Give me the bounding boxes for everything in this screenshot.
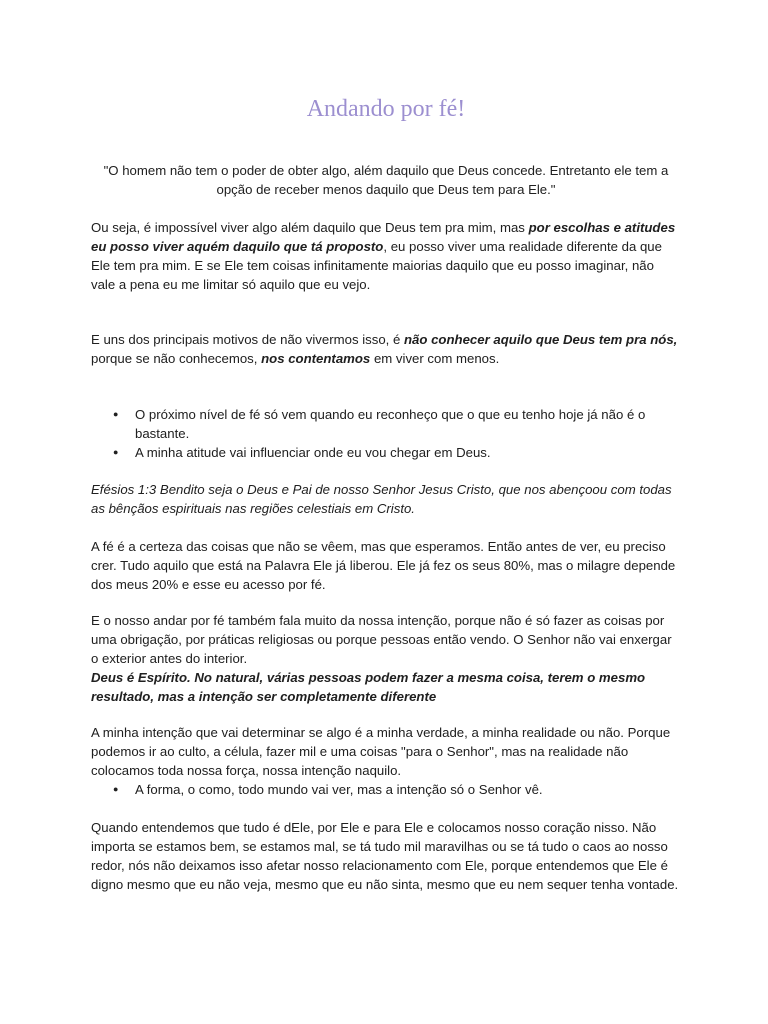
list-item: ● A minha atitude vai influenciar onde eu vou chegar em Deus. — [91, 443, 681, 462]
paragraph-1-emphasis: por escolhas e atitudes eu posso viver aquém daquilo que tá proposto — [91, 220, 676, 254]
paragraph-1 — [91, 218, 681, 294]
list-item: ● O próximo nível de fé só vem quando eu reconheço que o que eu tenho hoje já não é o bastante. — [91, 405, 681, 443]
paragraph-6: Quando entendemos que tudo é dEle, por Ele e para Ele e colocamos nosso coração nisso. Não importa se estamos bem, se estamos mal, se tá tudo mil maravilhas ou se tá tudo o caos ao nosso redor, nós não deixamos isso afetar nosso relacionamento com Ele, porque entendemos que Ele é digno mesmo que eu não veja, mesmo que eu não sinta, mesmo que eu nem sequer tenha vontade. — [91, 820, 679, 892]
paragraph-3: A fé é a certeza das coisas que não se vêem, mas que esperamos. Então antes de ver, eu preciso crer. Tudo aquilo que está na Palavra Ele já liberou. Ele já fez os seus 80%, mas o milagre depende dos meus 20% e esse eu acesso por fé. — [91, 539, 676, 592]
bullet-list-2 — [91, 780, 681, 799]
paragraph-1-text-a: Ou seja, é impossível viver algo além daquilo que Deus tem pra mim, mas — [91, 220, 529, 235]
list-item: ● A forma, o como, todo mundo vai ver, mas a intenção só o Senhor vê. — [91, 780, 681, 799]
paragraph-2-text-c: porque se não conhecemos, — [91, 351, 262, 366]
paragraph-2-text-a: E uns dos principais motivos de não vivermos isso, é — [91, 332, 404, 347]
opening-quote: "O homem não tem o poder de obter algo, além daquilo que Deus concede. Entretanto ele tem a opção de receber menos daquilo que Deus tem para Ele." — [103, 163, 669, 197]
paragraph-5-group — [91, 723, 681, 799]
page-title: Andando por fé! — [306, 96, 466, 122]
paragraph-2-text-e: em viver com menos. — [370, 351, 500, 366]
paragraph-2 — [91, 330, 681, 368]
paragraph-5: A minha intenção que vai determinar se algo é a minha verdade, a minha realidade ou não. Porque podemos ir ao culto, a célula, fazer mil e uma coisas "para o Senhor", mas na realidade não colocamos toda nossa força, nossa intenção naquilo. — [91, 725, 671, 778]
bible-verse: Efésios 1:3 Bendito seja o Deus e Pai de nosso Senhor Jesus Cristo, que nos abençoou com todas as bênçãos espirituais nas regiões celestiais em Cristo. — [91, 482, 672, 516]
paragraph-4-group — [91, 611, 681, 706]
paragraph-2-emphasis-1: não conhecer aquilo que Deus tem pra nós, — [403, 332, 678, 347]
paragraph-2-emphasis-2: nos contentamos — [261, 351, 371, 366]
paragraph-1-text-c: , eu posso viver uma realidade diferente da que Ele tem pra mim. E se Ele tem coisas infinitamente maiorias daquilo que eu posso imaginar, não vale a pena eu me limitar só aquilo que eu vejo. — [91, 239, 662, 292]
paragraph-4-emphasis: Deus é Espírito. No natural, várias pessoas podem fazer a mesma coisa, terem o mesmo resultado, mas a intenção ser completamente diferente — [91, 670, 646, 704]
bullet-list-1 — [91, 405, 681, 462]
paragraph-4: E o nosso andar por fé também fala muito da nossa intenção, porque não é só fazer as coisas por uma obrigação, por práticas religiosas ou porque pessoas então vendo. O Senhor não vai enxergar o exterior antes do interior. — [91, 613, 672, 666]
